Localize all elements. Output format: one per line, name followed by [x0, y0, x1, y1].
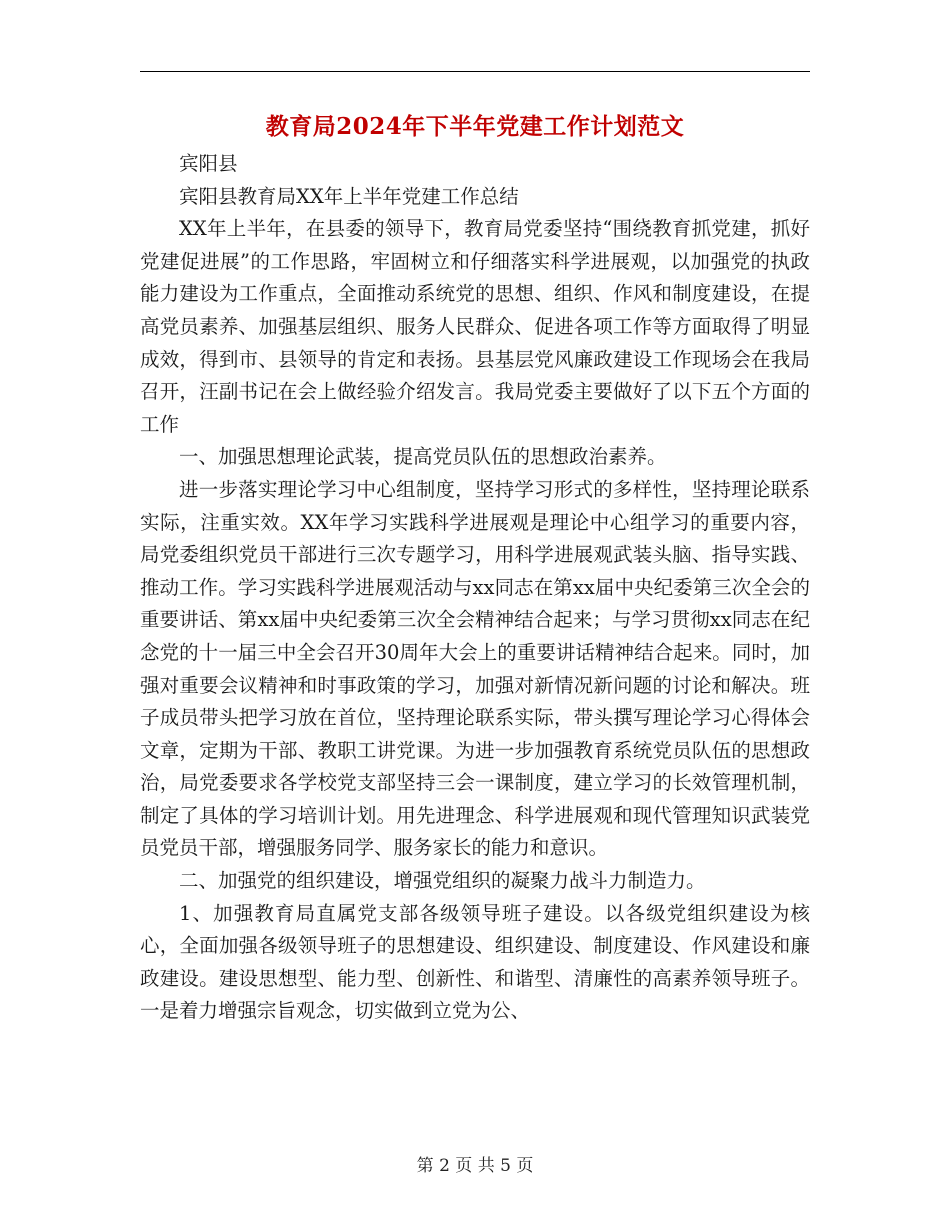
paragraph-section-2-item-1: 1、加强教育局直属党支部各级领导班子建设。以各级党组织建设为核心，全面加强各级领导班子的思想建设、组织建设、制度建设、作风建设和廉政建设。建设思想型、能力型、创新性、和谐型、清廉性的高素养领导班子。一是着力增强宗旨观念，切实做到立党为公、 [140, 901, 810, 1023]
paragraph-subtitle: 宾阳县教育局XX年上半年党建工作总结 [179, 184, 519, 208]
paragraph-section-1: 进一步落实理论学习中心组制度，坚持学习形式的多样性，坚持理论联系实际，注重实效。XX年学习实践科学进展观是理论中心组学习的重要内容，局党委组织党员干部进行三次专题学习，用科学进展观武装头脑、指导实践、推动工作。学习实践科学进展观活动与xx同志在第xx届中央纪委第三次全会的重要讲话、第xx届中央纪委第三次全会精神结合起来；与学习贯彻xx同志在纪念党的十一届三中全会召开30周年大会上的重要讲话精神结合起来。同时，加强对重要会议精神和时事政策的学习，加强对新情况新问题的讨论和解决。班子成员带头把学习放在首位，坚持理论联系实际，带头撰写理论学习心得体会文章，定期为干部、教职工讲党课。为进一步加强教育系统党员队伍的思想政治，局党委要求各学校党支部坚持三会一课制度，建立学习的长效管理机制，制定了具体的学习培训计划。用先进理念、科学进展观和现代管理知识武装党员党员干部，增强服务同学、服务家长的能力和意识。 [140, 477, 810, 860]
header-rule [140, 71, 810, 72]
section-heading-2: 二、加强党的组织建设，增强党组织的凝聚力战斗力制造力。 [179, 869, 706, 893]
paragraph-intro: XX年上半年，在县委的领导下，教育局党委坚持“围绕教育抓党建，抓好党建促进展”的工作思路，牢固树立和仔细落实科学进展观，以加强党的执政能力建设为工作重点，全面推动系统党的思想、组织、作风和制度建设，在提高党员素养、加强基层组织、服务人民群众、促进各项工作等方面取得了明显成效，得到市、县领导的肯定和表扬。县基层党风廉政建设工作现场会在我局召开，汪副书记在会上做经验介绍发言。我局党委主要做好了以下五个方面的工作 [140, 217, 810, 436]
paragraph-county: 宾阳县 [179, 152, 238, 175]
document-body [140, 148, 810, 1028]
section-heading-1: 一、加强思想理论武装，提高党员队伍的思想政治素养。 [179, 445, 667, 469]
page-number: 第 2 页 共 5 页 [416, 1156, 534, 1176]
document-title: 教育局2024年下半年党建工作计划范文 [265, 113, 685, 140]
